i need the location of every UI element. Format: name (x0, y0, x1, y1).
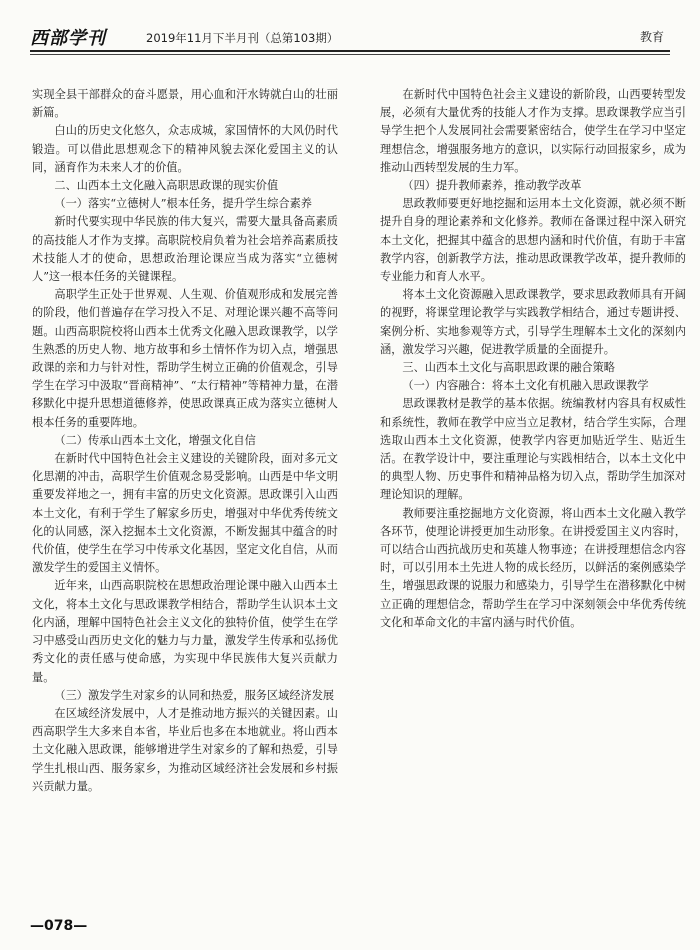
section-heading: 二、山西本土文化融入高职思政课的现实价值 (54, 179, 279, 193)
section-heading: （三）激发学生对家乡的认同和热爱，服务区域经济发展 (54, 688, 335, 702)
running-header (30, 22, 670, 50)
body-paragraph: 思政教师要更好地挖掘和运用本土文化资源，就必须不断提升自身的理论素养和文化修养。教师在备课过程中深入研究本土文化，把握其中蕴含的思想内涵和时代价值，有助于丰富教学内容，创新教学方法，推动思政课教学改革，提升教师的专业能力和育人水平。 (380, 197, 686, 284)
body-paragraph: 在新时代中国特色社会主义建设的关键阶段，面对多元文化思潮的冲击，高职学生价值观念易受影响。山西是中华文明重要发祥地之一，拥有丰富的历史文化资源。思政课引入山西本土文化，有利于学生了解家乡历史，增强对中华优秀传统文化的认同感，深入挖掘本土文化资源，不断发掘其中蕴含的时代价值，使学生在学习中传承文化基因，坚定文化自信，从而激发学生的爱国主义情怀。 (32, 452, 338, 575)
header-rule-thin (30, 54, 670, 55)
body-paragraph: 在区域经济发展中，人才是推动地方振兴的关键因素。山西高职学生大多来自本省，毕业后也多在本地就业。将山西本土文化融入思政课，能够增进学生对家乡的了解和热爱，引导学生扎根山西、服务家乡，为推动区域经济社会发展和乡村振兴贡献力量。 (32, 706, 338, 793)
page-number: —078— (30, 918, 88, 934)
body-paragraph: 高职学生正处于世界观、人生观、价值观形成和发展完善的阶段，他们普遍存在学习投入不足、对理论课兴趣不高等问题。山西高职院校将山西本土优秀文化融入思政课教学，以学生熟悉的历史人物、地方故事和乡土情怀作为切入点，增强思政课的亲和力与针对性，帮助学生树立正确的价值观念，引导学生在学习中汲取“晋商精神”、“太行精神”等精神力量，在潜移默化中提升思想道德修养，使思政课真正成为落实立德树人根本任务的重要阵地。 (32, 288, 338, 429)
section-heading: （一）内容融合：将本土文化有机融入思政课教学 (402, 379, 649, 393)
section-heading: 三、山西本土文化与高职思政课的融合策略 (402, 361, 615, 375)
section-heading: （一）落实“立德树人”根本任务，提升学生综合素养 (54, 197, 312, 211)
right-column (380, 86, 686, 632)
body-paragraph: 在新时代中国特色社会主义建设的新阶段，山西要转型发展，必须有大量优秀的技能人才作为支撑。思政课教学应当引导学生把个人发展同社会需要紧密结合，使学生在学习中坚定理想信念，增强服务地方的意识，以实际行动回报家乡，成为推动山西转型发展的生力军。 (380, 88, 686, 174)
body-paragraph: 白山的历史文化悠久，众志成城，家国情怀的大风仍时代锻造。可以借此思想观念下的精神风貌去深化爱国主义的认同，涵育作为未来人才的价值。 (32, 124, 338, 174)
body-paragraph: 新时代要实现中华民族的伟大复兴，需要大量具备高素质的高技能人才作为支撑。高职院校肩负着为社会培养高素质技术技能人才的使命，思想政治理论课应当成为落实“立德树人”这一根本任务的关键课程。 (32, 215, 338, 284)
body-paragraph: 将本土文化资源融入思政课教学，要求思政教师具有开阔的视野，将课堂理论教学与实践教学相结合，通过专题讲授、案例分析、实地参观等方式，引导学生理解本土文化的深刻内涵，激发学习兴趣，促进教学质量的全面提升。 (380, 288, 686, 356)
body-paragraph: 思政课教材是教学的基本依据。统编教材内容具有权威性和系统性，教师在教学中应当立足教材，结合学生实际，合理选取山西本土文化资源，使教学内容更加贴近学生、贴近生活。在教学设计中，要注重理论与实践相结合，以本土文化中的典型人物、历史事件和精神品格为切入点，帮助学生加深对理论知识的理解。 (380, 397, 686, 502)
body-paragraph: 近年来，山西高职院校在思想政治理论课中融入山西本土文化，将本土文化与思政课教学相结合，帮助学生认识本土文化内涵，理解中国特色社会主义文化的独特价值，使学生在学习中感受山西历史文化的魅力与力量，激发学生传承和弘扬优秀文化的责任感与使命感，为实现中华民族伟大复兴贡献力量。 (32, 579, 338, 684)
section-label: 教育 (639, 30, 664, 44)
section-heading: （四）提升教师素养，推动教学改革 (402, 179, 582, 193)
header-rule (30, 50, 670, 52)
section-heading: （二）传承山西本土文化，增强文化自信 (54, 433, 256, 447)
issue-info: 2019年11月下半月刊（总第103期） (146, 31, 339, 45)
body-paragraph: 实现全县干部群众的奋斗愿景，用心血和汗水铸就白山的壮丽新篇。 (32, 88, 338, 120)
body-paragraph: 教师要注重挖掘地方文化资源，将山西本土文化融入教学各环节，使理论讲授更加生动形象。在讲授爱国主义内容时，可以结合山西抗战历史和英雄人物事迹；在讲授理想信念内容时，可以引用本土先进人物的成长经历，以鲜活的案例感染学生，增强思政课的说服力和感染力，引导学生在潜移默化中树立正确的理想信念，帮助学生在学习中深刻领会中华优秀传统文化和革命文化的丰富内涵与时代价值。 (380, 506, 686, 629)
journal-logo: 西部学刊 (30, 28, 106, 49)
left-column (32, 86, 338, 796)
